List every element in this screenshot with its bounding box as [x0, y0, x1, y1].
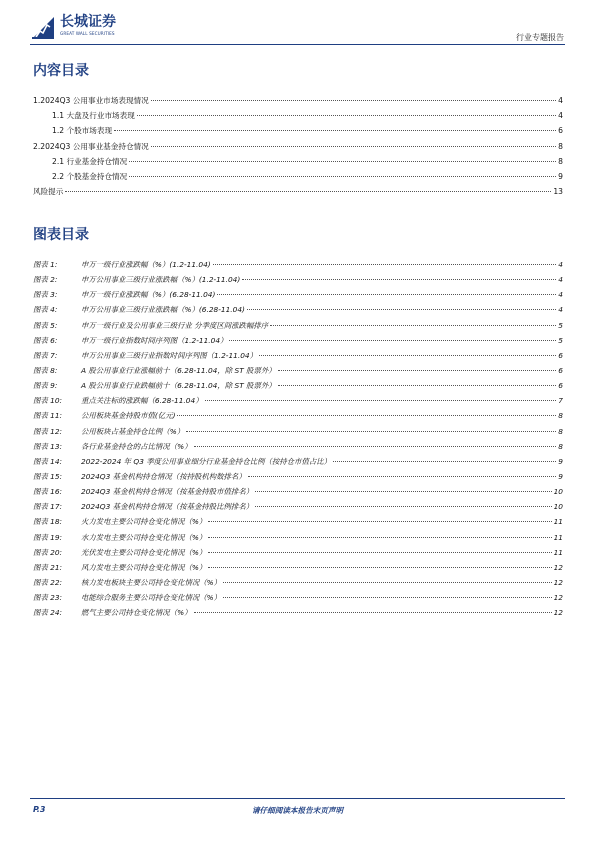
- dot-leader: [255, 491, 551, 492]
- figure-caption: 2022-2024 年 Q3 季度公用事业细分行业基金持仓比例（按持仓市值占比）: [81, 456, 332, 466]
- figure-caption: 申万公用事业三级行业涨跌幅（%）(6.28-11.04): [81, 305, 245, 315]
- toc-entry-page: 9: [558, 171, 563, 181]
- toc-entry[interactable]: [33, 125, 563, 140]
- figure-entry[interactable]: [33, 441, 563, 456]
- figure-number: 图表 3:: [33, 290, 58, 300]
- toc-entry-page: 6: [558, 126, 563, 136]
- figure-number: 图表 12:: [33, 426, 63, 436]
- figure-entry[interactable]: [33, 320, 563, 335]
- toc-entry-label: 2.2024Q3 公用事业基金持仓情况: [33, 141, 149, 151]
- figure-caption: 电能综合服务主要公司持仓变化情况（%）: [81, 593, 222, 603]
- toc-entry-label: 1.2 个股市场表现: [52, 126, 113, 136]
- figure-entry[interactable]: [33, 304, 563, 319]
- figure-number: 图表 13:: [33, 441, 63, 451]
- toc-entry[interactable]: [33, 156, 563, 171]
- figure-caption: 核力发电板块主要公司持仓变化情况（%）: [81, 577, 222, 587]
- dot-leader: [205, 400, 557, 401]
- dot-leader: [223, 597, 552, 598]
- figure-caption: 申万公用事业三级行业指数时间序列图（1.2-11.04）: [81, 350, 258, 360]
- dot-leader: [223, 582, 552, 583]
- toc-entry-page: 4: [558, 96, 563, 105]
- figure-number: 图表 24:: [33, 608, 63, 618]
- dot-leader: [278, 385, 557, 386]
- figure-number: 图表 11:: [33, 411, 63, 421]
- toc-entry[interactable]: [33, 110, 563, 125]
- figure-entry[interactable]: [33, 335, 563, 350]
- figure-caption: 公用板块基金持股市值(亿元): [81, 411, 176, 421]
- figure-list: [33, 259, 563, 622]
- figure-entry[interactable]: [33, 289, 563, 304]
- figure-page: 9: [558, 456, 563, 466]
- figure-page: 6: [558, 365, 563, 375]
- figure-number: 图表 20:: [33, 547, 63, 557]
- figure-caption: 2024Q3 基金机构持仓情况（按基金持股比例排名）: [81, 502, 254, 512]
- dot-leader: [129, 176, 556, 177]
- header-divider: [30, 44, 565, 45]
- figure-entry[interactable]: [33, 471, 563, 486]
- toc-entry-page: 8: [558, 141, 563, 151]
- dot-leader: [208, 537, 551, 538]
- figure-entry[interactable]: [33, 456, 563, 471]
- figure-caption: 2024Q3 基金机构持仓情况（按基金持股市值排名）: [81, 487, 254, 497]
- page-header: [0, 0, 595, 48]
- dot-leader: [65, 191, 551, 192]
- table-of-contents: [33, 95, 563, 201]
- figure-page: 7: [558, 396, 563, 406]
- report-type-label: 行业专题报告: [516, 33, 564, 42]
- toc-title: 内容目录: [33, 63, 89, 79]
- figure-number: 图表 15:: [33, 471, 63, 481]
- figure-number: 图表 7:: [33, 350, 58, 360]
- figure-caption: 申万一级行业及公用事业三级行业 分季度区间涨跌幅排序: [81, 320, 269, 330]
- dot-leader: [229, 340, 556, 341]
- logo-chinese-name: 长城证券: [60, 14, 116, 30]
- figure-entry[interactable]: [33, 395, 563, 410]
- figure-entry[interactable]: [33, 532, 563, 547]
- figure-entry[interactable]: [33, 516, 563, 531]
- figure-entry[interactable]: [33, 350, 563, 365]
- dot-leader: [151, 146, 556, 147]
- figure-caption: 申万一级行业涨跌幅（%）(6.28-11.04): [81, 290, 216, 300]
- figure-number: 图表 5:: [33, 320, 58, 330]
- dot-leader: [186, 431, 556, 432]
- figure-entry[interactable]: [33, 577, 563, 592]
- figure-caption: 水力发电主要公司持仓变化情况（%）: [81, 532, 207, 542]
- dot-leader: [248, 476, 557, 477]
- figure-entry[interactable]: [33, 380, 563, 395]
- figure-number: 图表 6:: [33, 335, 58, 345]
- figure-number: 图表 18:: [33, 517, 63, 527]
- figure-page: 11: [553, 547, 563, 557]
- figure-entry[interactable]: [33, 426, 563, 441]
- dot-leader: [259, 355, 556, 356]
- figure-number: 图表 4:: [33, 305, 58, 315]
- figure-caption: 火力发电主要公司持仓变化情况（%）: [81, 517, 207, 527]
- figure-number: 图表 22:: [33, 577, 63, 587]
- toc-entry-label: 2.1 行业基金持仓情况: [52, 156, 128, 166]
- toc-entry-label: 1.2024Q3 公用事业市场表现情况: [33, 96, 149, 105]
- dot-leader: [137, 115, 556, 116]
- figure-caption: 各行业基金持仓的占比情况（%）: [81, 441, 192, 451]
- figure-number: 图表 23:: [33, 593, 63, 603]
- figure-page: 8: [558, 441, 563, 451]
- figure-page: 4: [558, 260, 563, 269]
- figure-page: 10: [553, 487, 563, 497]
- company-logo: [30, 15, 116, 41]
- figure-caption: 公用板块占基金持仓比例（%）: [81, 426, 185, 436]
- figure-page: 9: [558, 471, 563, 481]
- toc-entry-page: 8: [558, 156, 563, 166]
- toc-entry-page: 4: [558, 111, 563, 121]
- dot-leader: [129, 161, 556, 162]
- great-wall-logo-icon: [30, 15, 56, 41]
- figure-number: 图表 1:: [33, 260, 58, 269]
- figure-entry[interactable]: [33, 547, 563, 562]
- figure-page: 12: [553, 608, 563, 618]
- figure-entry[interactable]: [33, 592, 563, 607]
- figure-entry[interactable]: [33, 259, 563, 274]
- figure-entry[interactable]: [33, 365, 563, 380]
- figure-number: 图表 8:: [33, 365, 58, 375]
- figure-page: 12: [553, 593, 563, 603]
- figure-entry[interactable]: [33, 274, 563, 289]
- toc-entry[interactable]: [33, 186, 563, 201]
- toc-entry[interactable]: [33, 171, 563, 186]
- figure-caption: 燃气主要公司持仓变化情况（%）: [81, 608, 192, 618]
- figure-caption: 重点关注标的涨跌幅（6.28-11.04）: [81, 396, 203, 406]
- dot-leader: [114, 130, 556, 131]
- figure-page: 8: [558, 411, 563, 421]
- figure-page: 4: [558, 290, 563, 300]
- dot-leader: [278, 370, 557, 371]
- figure-caption: A 股公用事业行业涨幅前十（6.28-11.04，除 ST 股票外）: [81, 365, 276, 375]
- toc-entry-label: 风险提示: [33, 187, 64, 197]
- toc-entry-label: 2.2 个股基金持仓情况: [52, 171, 128, 181]
- dot-leader: [213, 264, 557, 265]
- figure-number: 图表 9:: [33, 381, 58, 391]
- figure-number: 图表 19:: [33, 532, 63, 542]
- toc-entry-page: 13: [553, 187, 563, 197]
- figure-page: 4: [558, 275, 563, 285]
- toc-entry-label: 1.1 大盘及行业市场表现: [52, 111, 135, 121]
- footer-divider: [30, 798, 565, 799]
- figure-caption: 2024Q3 基金机构持仓情况（按持股机构数排名）: [81, 471, 246, 481]
- figure-caption: 光伏发电主要公司持仓变化情况（%）: [81, 547, 207, 557]
- dot-leader: [194, 612, 552, 613]
- logo-english-name: GREAT WALL SECURITIES: [60, 31, 115, 36]
- dot-leader: [333, 461, 556, 462]
- figure-list-title: 图表目录: [33, 227, 89, 243]
- toc-entry[interactable]: [33, 95, 563, 110]
- figure-number: 图表 16:: [33, 487, 63, 497]
- figure-number: 图表 21:: [33, 562, 63, 572]
- figure-page: 4: [558, 305, 563, 315]
- dot-leader: [208, 567, 551, 568]
- dot-leader: [270, 325, 556, 326]
- figure-page: 6: [558, 381, 563, 391]
- figure-caption: 风力发电主要公司持仓变化情况（%）: [81, 562, 207, 572]
- dot-leader: [177, 415, 556, 416]
- dot-leader: [194, 446, 557, 447]
- footer-disclaimer: 请仔细阅读本报告末页声明: [251, 806, 344, 815]
- figure-number: 图表 14:: [33, 456, 63, 466]
- figure-page: 6: [558, 350, 563, 360]
- figure-entry[interactable]: [33, 501, 563, 516]
- dot-leader: [242, 279, 556, 280]
- figure-page: 12: [553, 562, 563, 572]
- figure-number: 图表 2:: [33, 275, 58, 285]
- dot-leader: [208, 552, 551, 553]
- figure-entry[interactable]: [33, 607, 563, 622]
- figure-page: 5: [558, 335, 563, 345]
- figure-caption: 申万一级行业涨跌幅（%）(1.2-11.04): [81, 260, 211, 269]
- figure-entry[interactable]: [33, 486, 563, 501]
- figure-page: 12: [553, 577, 563, 587]
- figure-number: 图表 17:: [33, 502, 63, 512]
- dot-leader: [255, 506, 551, 507]
- figure-entry[interactable]: [33, 562, 563, 577]
- page-number: P.3: [33, 805, 46, 814]
- dot-leader: [217, 294, 556, 295]
- dot-leader: [247, 309, 556, 310]
- figure-entry[interactable]: [33, 410, 563, 425]
- figure-caption: A 股公用事业行业跌幅前十（6.28-11.04，除 ST 股票外）: [81, 381, 276, 391]
- dot-leader: [208, 521, 551, 522]
- figure-number: 图表 10:: [33, 396, 63, 406]
- toc-entry[interactable]: [33, 141, 563, 156]
- figure-page: 11: [553, 517, 563, 527]
- figure-caption: 申万公用事业三级行业涨跌幅（%）(1.2-11.04): [81, 275, 241, 285]
- figure-page: 10: [553, 502, 563, 512]
- dot-leader: [151, 100, 556, 101]
- figure-caption: 申万一级行业指数时间序列图（1.2-11.04）: [81, 335, 228, 345]
- figure-page: 5: [558, 320, 563, 330]
- figure-page: 8: [558, 426, 563, 436]
- figure-page: 11: [553, 532, 563, 542]
